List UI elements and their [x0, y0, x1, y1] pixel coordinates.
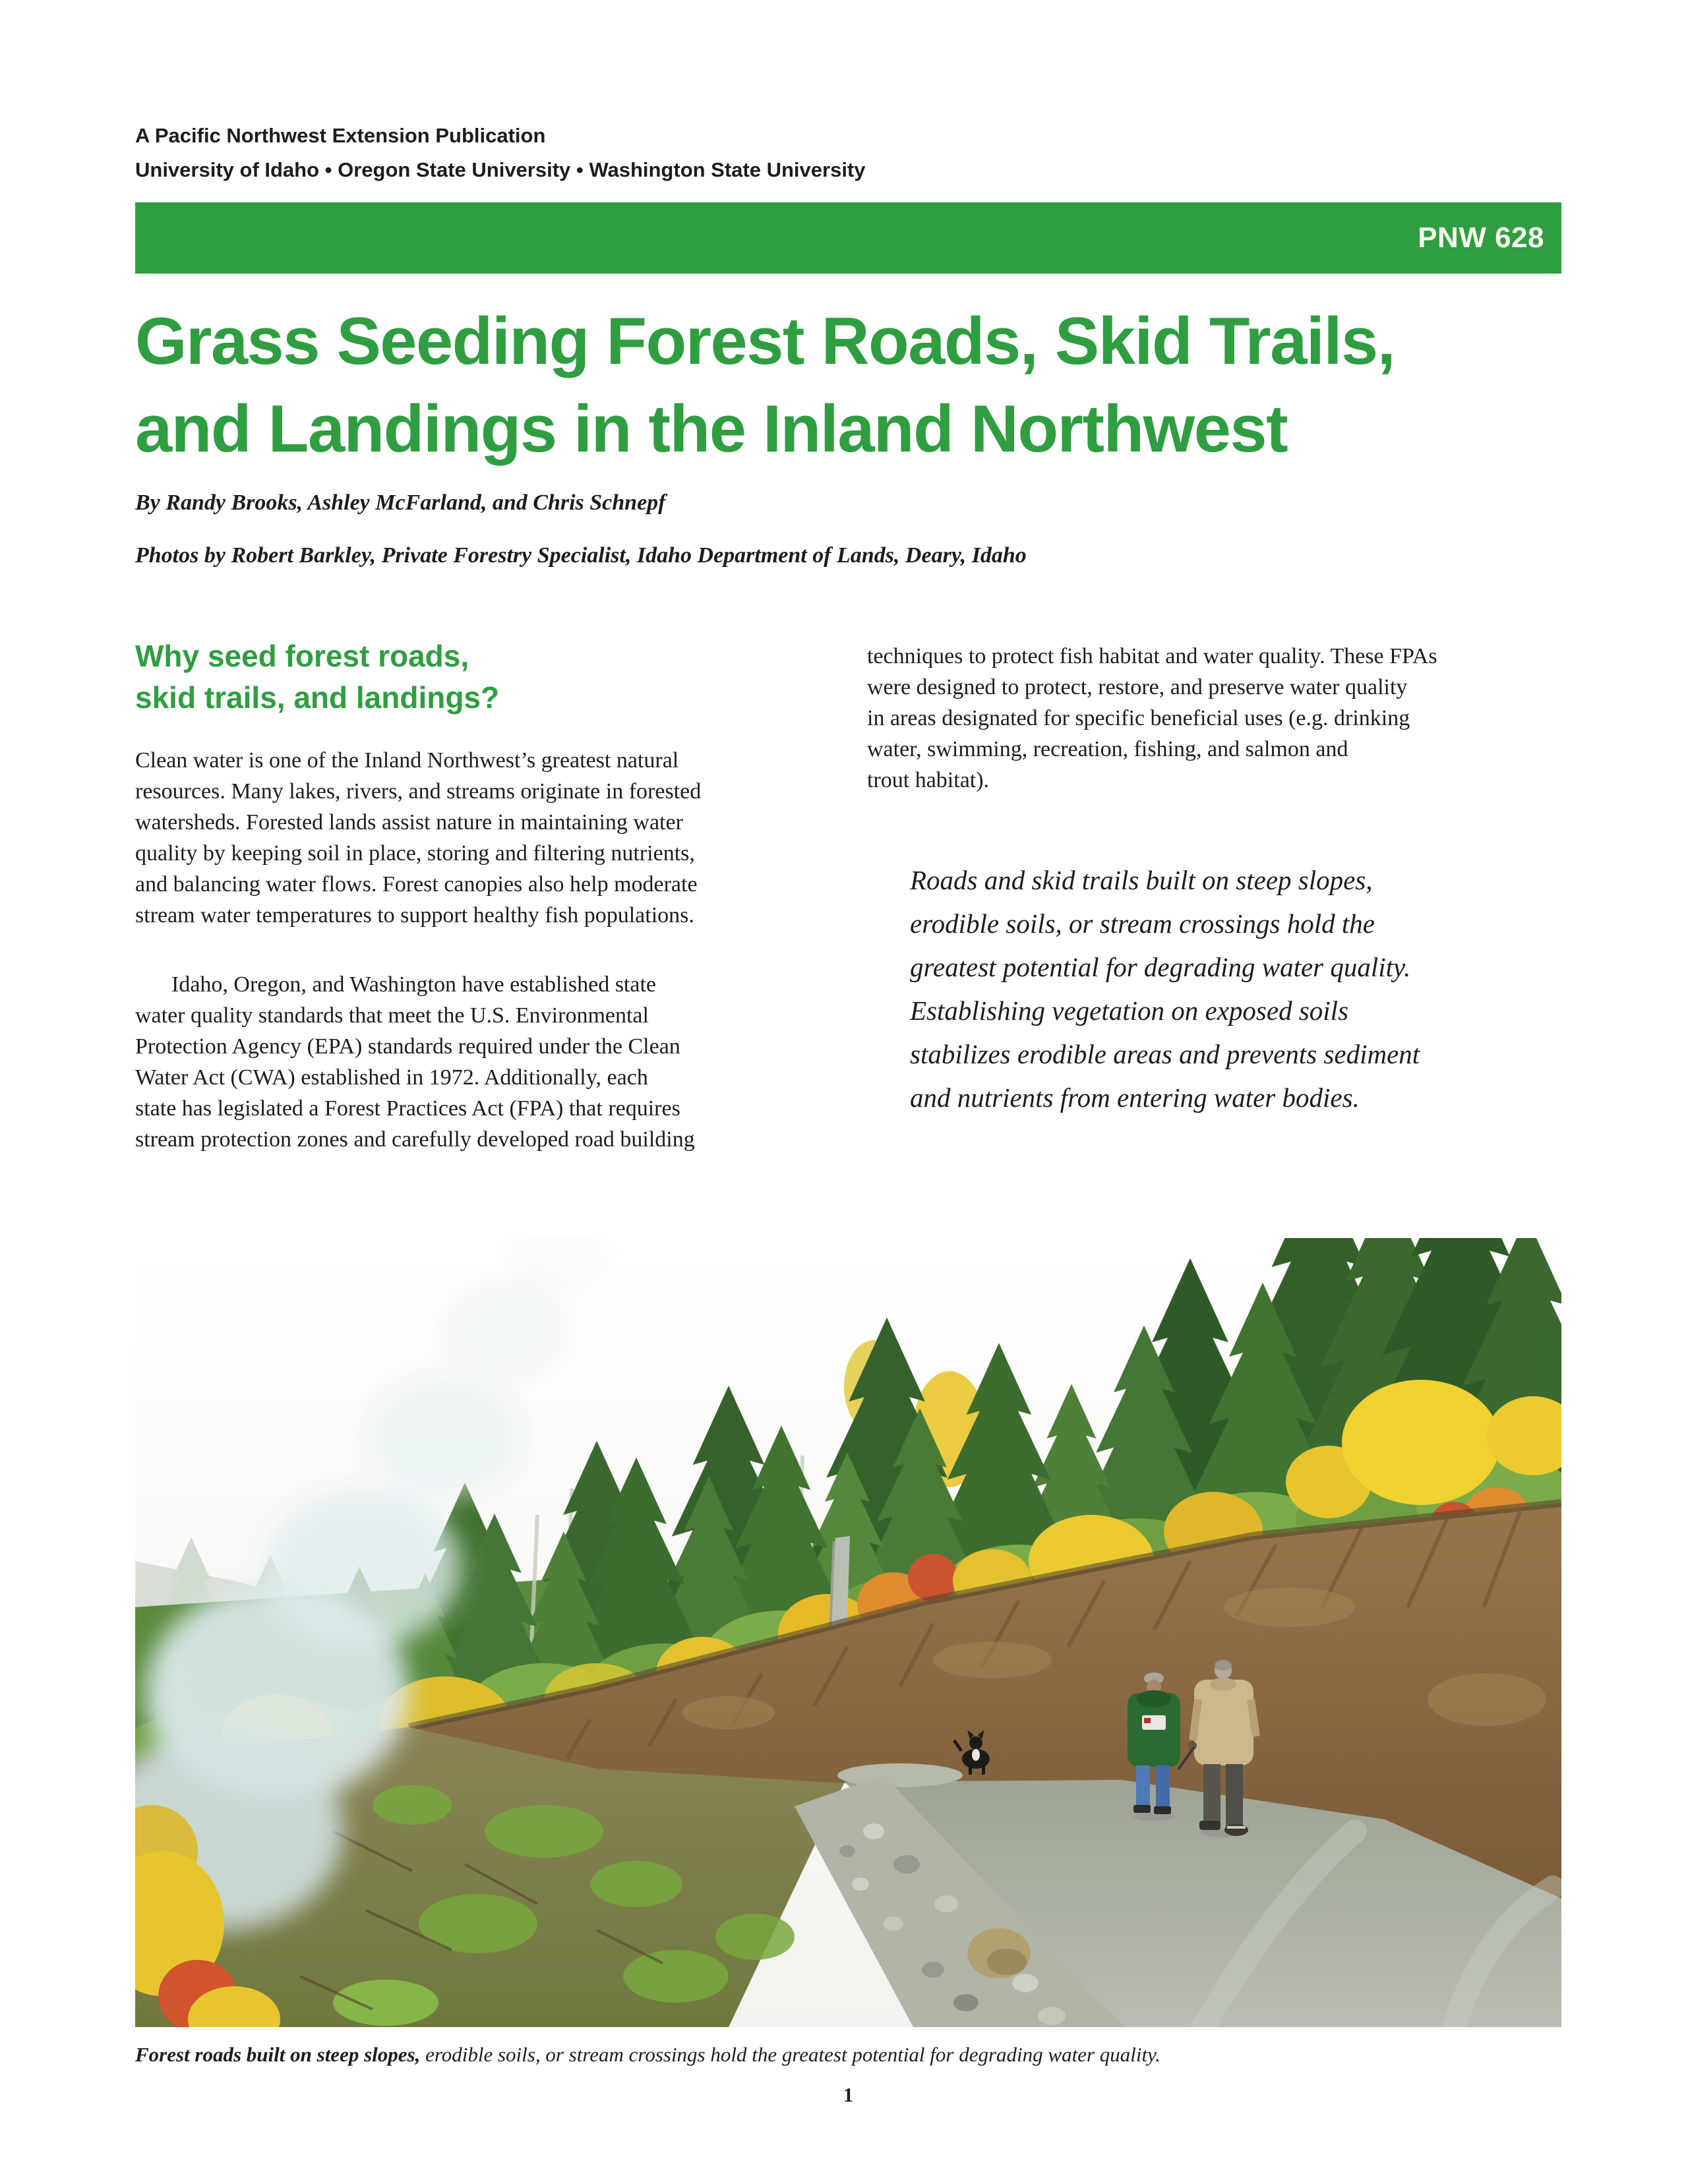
forest-road-illustration: [135, 1238, 1561, 2027]
forest-road-photo: [135, 1238, 1561, 2027]
publication-number: PNW 628: [1418, 221, 1544, 254]
body-paragraph-1: Clean water is one of the Inland Northwest’s greatest natural resources. Many lakes, rivers, and streams originate in forested watersheds. Forested lands assist nature in maintaining water quality by keeping soil in place, storing and filtering nutrients, and balancing water flows. Forest canopies also help moderate stream water temperatures to support healthy fish populations.: [135, 748, 702, 928]
series-banner: [135, 202, 1561, 274]
body-paragraph-2: Idaho, Oregon, and Washington have established state water quality standards that meet the U.S. Environmental Protection Agency (EPA) standards required under the Clean Water Act (CWA) established in 1972. Additionally, each state has legislated a Forest Practices Act (FPA) that requires stream protection zones and carefully developed road building: [135, 972, 695, 1152]
section-heading-line2: skid trails, and landings?: [135, 680, 500, 715]
byline: By Randy Brooks, Ashley McFarland, and Chris Schnepf: [135, 490, 666, 515]
page-title-line1: Grass Seeding Forest Roads, Skid Trails,: [135, 305, 1395, 378]
page-title-line2: and Landings in the Inland Northwest: [135, 392, 1288, 466]
section-heading-line1: Why seed forest roads,: [135, 639, 469, 673]
photo-caption-lead: Forest roads built on steep slopes,: [135, 2043, 421, 2066]
photo-credit: Photos by Robert Barkley, Private Forestry Specialist, Idaho Department of Lands, Deary, Idaho: [135, 543, 1027, 568]
masthead-line1: A Pacific Northwest Extension Publication: [135, 124, 546, 147]
page-number: 1: [843, 2083, 854, 2106]
page-title: [135, 298, 1625, 473]
body-paragraph-3: techniques to protect fish habitat and water quality. These FPAs were designed to protect, restore, and preserve water quality in areas designated for specific beneficial uses (e.g. drinking water, swimming, recreation, fishing, and salmon and trout habitat).: [867, 644, 1437, 792]
photo-caption-rest: erodible soils, or stream crossings hold the greatest potential for degrading water quality.: [420, 2043, 1160, 2066]
road-far-end: [837, 1763, 963, 1787]
masthead-line2: University of Idaho • Oregon State University • Washington State University: [135, 158, 866, 181]
section-heading: [135, 635, 834, 719]
photo-caption: [135, 2041, 1561, 2069]
pull-quote: Roads and skid trails built on steep slopes, erodible soils, or stream crossings hold the greatest potential for degrading water quality. Establishing vegetation on exposed soils stabilizes erodible areas and prevents sediment and nutrients from entering water bodies.: [910, 865, 1420, 1113]
